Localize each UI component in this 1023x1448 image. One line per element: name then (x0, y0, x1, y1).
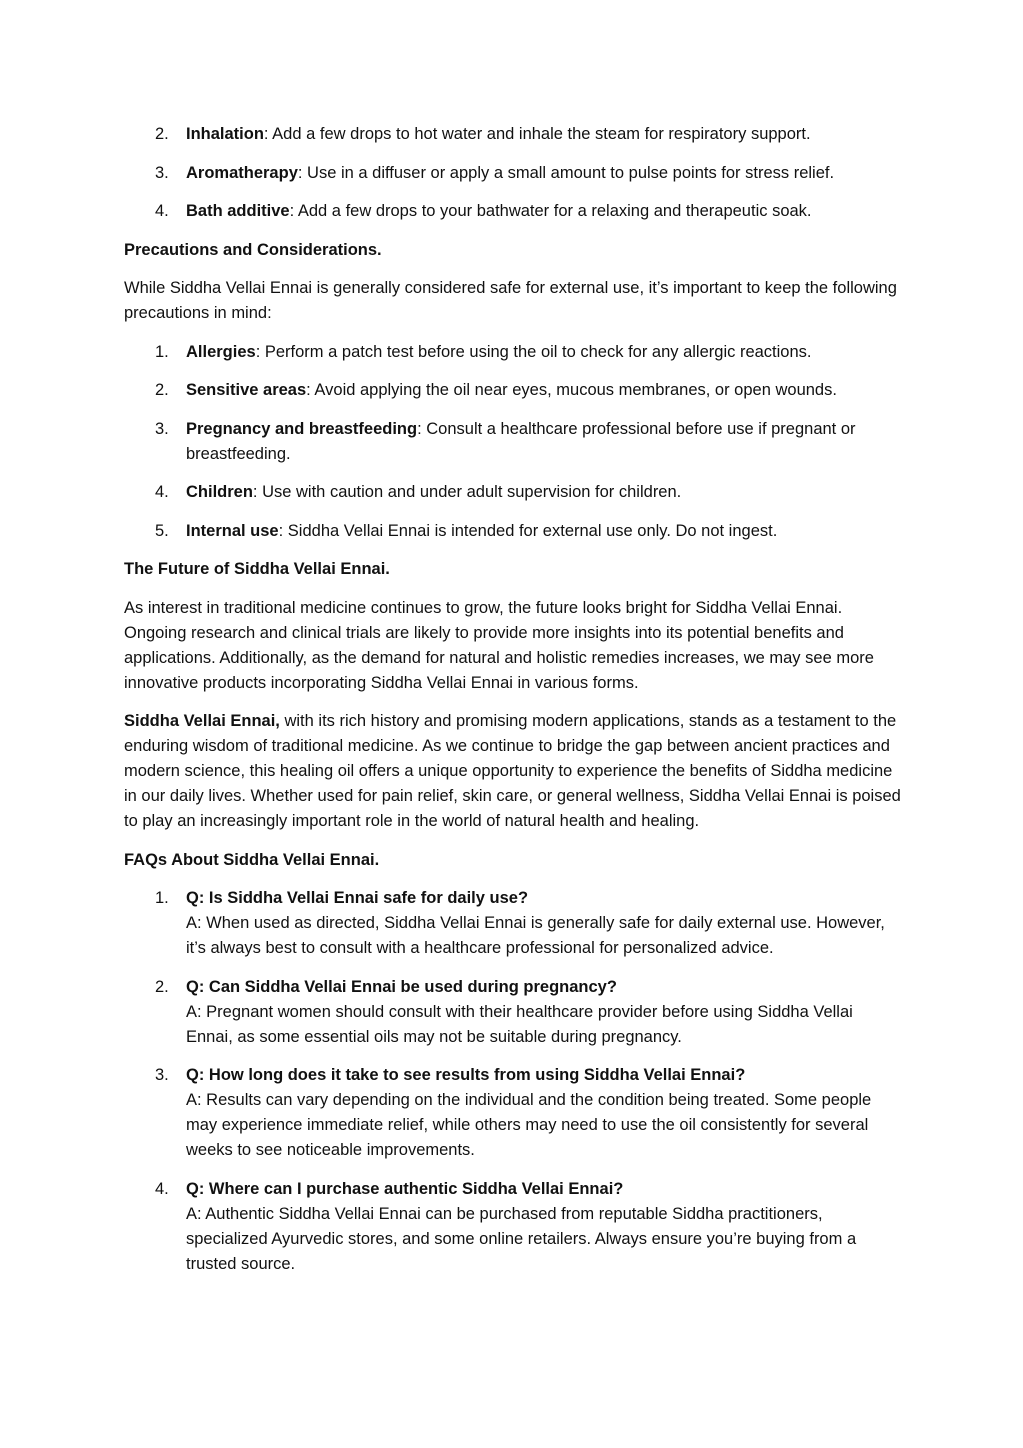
faq-answer: A: Authentic Siddha Vellai Ennai can be purchased from reputable Siddha practitioners, specialized Ayurvedic stores, and some online retailers. Always ensure you’re buying from a trusted source. (186, 1204, 857, 1273)
list-item (124, 378, 904, 403)
faq-list (124, 886, 904, 1277)
list-term: Inhalation (186, 125, 264, 143)
section-heading-faqs: FAQs About Siddha Vellai Ennai. (124, 850, 380, 869)
faq-answer: A: When used as directed, Siddha Vellai Ennai is generally safe for daily external use. However, it’s always best to consult with a healthcare professional for personalized advice. (186, 914, 885, 957)
list-number: 5. (155, 521, 169, 540)
faq-question: Q: Can Siddha Vellai Ennai be used during pregnancy? (186, 977, 617, 996)
list-term: Bath additive (186, 202, 290, 220)
list-item (124, 417, 904, 467)
list-text: : Avoid applying the oil near eyes, mucous membranes, or open wounds. (306, 381, 837, 399)
list-number: 3. (155, 1066, 169, 1084)
document-body (124, 122, 904, 1290)
list-text: : Siddha Vellai Ennai is intended for external use only. Do not ingest. (278, 521, 778, 540)
list-text: : Consult a healthcare professional before use if pregnant or breastfeeding. (186, 419, 856, 463)
section-heading-precautions: Precautions and Considerations. (124, 240, 382, 259)
list-number: 4. (155, 483, 169, 501)
list-item (124, 161, 904, 186)
list-number: 2. (155, 125, 169, 143)
list-text: : Add a few drops to your bathwater for a relaxing and therapeutic soak. (289, 202, 812, 220)
faq-answer: A: Results can vary depending on the individual and the condition being treated. Some people may experience immediate relief, while others may need to use the oil consistently for several weeks to see noticeable improvements. (186, 1091, 872, 1159)
usage-list (124, 122, 904, 224)
list-term: Sensitive areas (186, 381, 307, 399)
list-text: : Use in a diffuser or apply a small amount to pulse points for stress relief. (297, 163, 835, 182)
section-heading-future: The Future of Siddha Vellai Ennai. (124, 560, 390, 578)
list-number: 1. (155, 342, 169, 361)
faq-item (124, 1177, 904, 1277)
list-item (124, 199, 904, 224)
list-number: 3. (155, 163, 169, 182)
faq-question: Q: Where can I purchase authentic Siddha Vellai Ennai? (186, 1179, 624, 1198)
list-item (124, 519, 904, 544)
list-item (124, 122, 904, 147)
faq-item (124, 1063, 904, 1163)
conclusion-lead: Siddha Vellai Ennai, (124, 712, 280, 730)
list-number: 1. (155, 889, 169, 907)
list-item (124, 480, 904, 505)
list-text: : Add a few drops to hot water and inhale the steam for respiratory support. (263, 125, 811, 143)
conclusion-paragraph (124, 709, 904, 834)
list-term: Allergies (186, 342, 256, 361)
conclusion-text: with its rich history and promising modern applications, stands as a testament to the enduring wisdom of traditional medicine. As we continue to bridge the gap between ancient practices and modern science, this healing oil offers a unique opportunity to experience the benefits of Siddha medicine in our daily lives. Whether used for pain relief, skin care, or general wellness, Siddha Vellai Ennai is poised to play an increasingly important role in the world of natural health and healing. (124, 712, 901, 830)
faq-item (124, 886, 904, 961)
faq-answer: A: Pregnant women should consult with their healthcare provider before using Siddha Vellai Ennai, as some essential oils may not be suitable during pregnancy. (186, 1002, 853, 1046)
list-item (124, 340, 904, 365)
list-term: Aromatherapy (186, 163, 298, 182)
precautions-list (124, 340, 904, 544)
list-term: Pregnancy and breastfeeding (186, 419, 418, 438)
list-number: 2. (155, 977, 169, 996)
list-number: 4. (155, 202, 169, 220)
list-term: Children (186, 483, 253, 501)
future-paragraph: As interest in traditional medicine continues to grow, the future looks bright for Siddha Vellai Ennai. Ongoing research and clinical trials are likely to provide more insights into its potential benefits and applications. Additionally, as the demand for natural and holistic remedies increases, we may see more innovative products incorporating Siddha Vellai Ennai in various forms. (124, 598, 874, 692)
list-text: : Use with caution and under adult supervision for children. (252, 483, 682, 501)
list-number: 3. (155, 419, 169, 438)
faq-item (124, 975, 904, 1050)
list-term: Internal use (186, 521, 279, 540)
faq-question: Q: Is Siddha Vellai Ennai safe for daily use? (186, 889, 529, 907)
list-number: 4. (155, 1179, 169, 1198)
faq-question: Q: How long does it take to see results from using Siddha Vellai Ennai? (186, 1066, 746, 1084)
list-number: 2. (155, 381, 169, 399)
precautions-intro: While Siddha Vellai Ennai is generally considered safe for external use, it’s important to keep the following precautions in mind: (124, 279, 897, 322)
list-text: : Perform a patch test before using the oil to check for any allergic reactions. (255, 342, 812, 361)
